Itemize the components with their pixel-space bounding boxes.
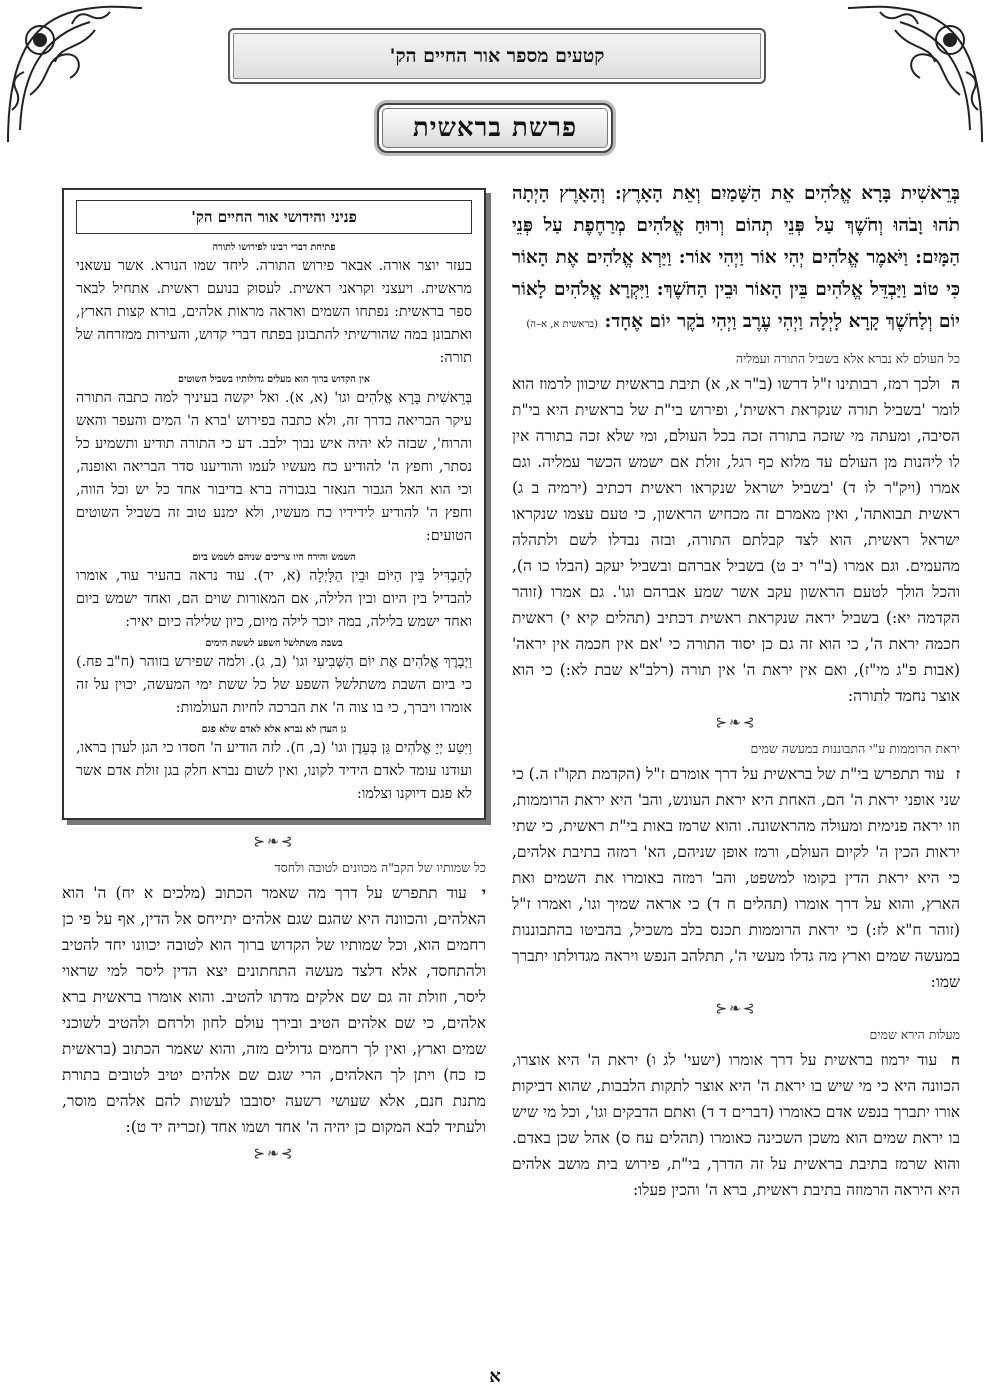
verse-source: (בראשית א, א–ה): [526, 319, 599, 330]
parasha-title-banner: [315, 92, 675, 164]
separator-ornament-icon: ⊱❧⊰: [253, 1146, 295, 1162]
top-banner: [228, 28, 766, 84]
paragraph-number: ח: [950, 1050, 960, 1069]
title-plate: [377, 103, 613, 153]
section-title: מעלות הירא שמים: [869, 1027, 960, 1042]
box-paragraph: בְּרֵאשִׁית בָּרָא אֱלֹהִים וגו' (א, א). ואל יקשה בעיניך למה כתבה התורה עיקר הבריאה בדרך זה, ולא כתבה בפירוש 'ברא ה' המים והעפר והאש והרוח', שבזה לא יהיה איש נבוך ילבב. דע כי התורה תודיע ותשמיע כל נסתר, וחפץ ה' להודיע כח מעשיו לעמו והודיענו סדר הבריאה ואופנה, וכי הוא האל הגבור הנאזר בגבורה ברא בדיבור אחד כל יש וכל הווה, וחפץ ה' להודיע לידידיו כח מעשיו, ולא ימנע טוב זה בשביל השוטים הטועים:: [76, 390, 472, 544]
paragraph-number: ז: [955, 764, 961, 783]
box-subtitle: השמש והירח היו צריכים שניהם לשמש ביום: [192, 552, 356, 563]
section-title: יראת הרוממות ע"י התבוננות במעשה שמים: [750, 741, 960, 756]
box-subtitle: בשבת משתלשל השפע לששת הימים: [205, 638, 343, 649]
corner-ornament-icon: [840, 0, 990, 150]
separator-ornament-icon: ⊱❧⊰: [715, 715, 757, 731]
insights-box: [62, 188, 486, 820]
top-banner-text: קטעים מספר אור החיים הק': [389, 44, 605, 67]
section-title: כל העולם לא נברא אלא בשביל התורה ועמליה: [735, 351, 960, 366]
box-subtitle: גן העדן לא נברא אלא לאדם שלא פגם: [201, 724, 347, 735]
box-paragraph: בעזר יוצר אורה. אבאר פירוש התורה. ליחד שמו הנורא. אשר עשאני מראשית. ויעצני וקראני ראשית. לעסוק בנועם ראשית. אתחיל לבאר ספר בראשית: נפתחו השמים ואראה מראות אלהים, בורא קצות הארץ, ואתבונן במה שהורשיתי להתבונן בפתח דברי קדוש, והעירות ממזרחה של תורה:: [76, 258, 472, 366]
verse-block: [512, 178, 960, 341]
box-paragraph: לְהַבְדִּיל בֵּין הַיּוֹם וּבֵין הַלָּיְלָה (א, יד). עוד נראה בהעיר עוד, אומרו להבדיל בין היום ובין הלילה, אם המאורות שוים הם, ואחד ישמש ביום ואחד ישמש בלילה, במה יוכר לילה מיום, כיון שלילה כיום יאיר:: [76, 568, 472, 630]
section-title: כל שמותיו של הקב"ה מכוונים לטובה ולחסד: [274, 860, 486, 875]
commentary-paragraph: [512, 761, 960, 995]
box-paragraph: וַיִּטַּע יְיָ אֱלֹהִים גַּן בְּעֵדֶן וגו' (ב, ח). לזה הודיע ה' חסדו כי הגן לעדן בראו, ועודנו עומד לאדם הידיד לקונו, ואין לשום נברא חלק בגן זולת אדם אשר לא פגם דיוקנו וצלמו:: [76, 740, 472, 802]
commentary-paragraph: [512, 1047, 960, 1203]
box-subtitle: אין הקדוש ברוך הוא מעלים גדולותיו בשביל השוטים: [178, 374, 370, 385]
page-number: א: [489, 1366, 501, 1387]
commentary-paragraph: [512, 371, 960, 709]
box-title: פניני והידושי אור החיים הק': [191, 208, 357, 226]
box-header: [76, 200, 472, 234]
paragraph-text: ולכך רמז, רבותינו ז"ל דרשו (ב"ר א, א) תיבת בראשית שיכוון לרמוז הוא לומר 'בשביל תורה שנקראת ראשית', ופירוש בי"ת של בראשית היא בי"ת הסיבה, ומעתה מי שזכה בתורה זכה בכל העולם, ומי שלא זכה בתורה אין לו ליהנות מן העולם עד מלוא כף רגל, זולת אם ישמש הכשר עמליה. וגם אמרו (ויק"ר לו ד) 'בשביל ישראל שנקראו ראשית דכתיב (ירמיה ב ג) ראשית תבואתה', ואין מאמרם זה מכחיש הראשון, כי טעם עצמו שנקראו ישראל ראשית, הוא לצד קבלתם התורה, ובזה נבדלו לשם ולתהלה מהעמים. וגם אמרו (ב"ר יב ט) בשביל אברהם ובשביל יעקב (הבלו כו ה), והכל הולך לטעם הראשון עקב אשר שמע אברהם וגו'. גם אמרו (זוהר הקדמה יא:) בשביל יראה שנקראת ראשית דכתיב (תהלים קיא י) ראשית חכמה יראת ה', כי הוא זה גם כן יסוד התורה כי 'אם אין חכמה אין יראה' (אבות פ"ג מי"ז), ואם אין יראת ה' אין תורה (רלב"א שבת לא:) כי הוא אוצר נחמד לתורה:: [512, 375, 960, 705]
box-paragraph: וַיְבָרֶךְ אֱלֹהִים אֶת יוֹם הַשְּׁבִיעִי וגו' (ב, ג). ולמה שפירש בזוהר (ח"ב פח.) כי ביום השבת משתלשל השפע של כל ששת ימי המעשה, יכוין על זה אומרו ויברך, כי בו צוה ה' את הברכה לחיות העולמות:: [76, 654, 472, 716]
right-column: [512, 178, 960, 1203]
paragraph-number: י: [481, 883, 486, 902]
verse-text: בְּרֵאשִׁית בָּרָא אֱלֹהִים אֵת הַשָּׁמַיִם וְאֵת הָאָרֶץ: וְהָאָרֶץ הָיְתָה תֹהוּ וָבֹהוּ וְחֹשֶׁךְ עַל פְּנֵי תְהוֹם וְרוּחַ אֱלֹהִים מְרַחֶפֶת עַל פְּנֵי הַמָּיִם: וַיֹּאמֶר אֱלֹהִים יְהִי אוֹר וַיְהִי אוֹר: וַיַּרְא אֱלֹהִים אֶת הָאוֹר כִּי טוֹב וַיַּבְדֵּל אֱלֹהִים בֵּין הָאוֹר וּבֵין הַחֹשֶׁךְ: וַיִּקְרָא אֱלֹהִים לָאוֹר יוֹם וְלַחֹשֶׁךְ קָרָא לָיְלָה וַיְהִי עֶרֶב וַיְהִי בֹקֶר יוֹם אֶחָד:: [512, 183, 960, 332]
separator-ornament-icon: ⊱❧⊰: [715, 1001, 757, 1017]
paragraph-text: עוד תתפרש על דרך מה שאמר הכתוב (מלכים א יח) ה' הוא האלהים, והכוונה היא שהגם שגם אלהים יתייחס אל הדין, אף על פי כן רחמים הוא, וכל שמותיו של הקדוש ברוך הוא לטובה יכוונו יחד להטיב ולהתחסד, אלא דלצד מעשה התחתונים יצא הדין ליסר למי שראוי ליסר, וזולת זה גם שם אלקים מדתו להטיב. והוא אומרו בראשית ברא אלהים, כי שם אלהים הטיב ובירך עולם לחון ולרחם ולהטיב לשוכני שמים וארץ, ואין לך רחמים גדולים מזה, והוא שאמר הכתוב (בראשית כז כח) ויתן לך האלהים, הרי שגם שם אלהים יטיב לטובים בתורת מתנת חנם, אלא שעושי רשעה יסובבו לעשות להם אלהים מוסר, ולעתיד לבא המקום כן יהיה ה' אחד ושמו אחד (זכריה יד ט):: [62, 884, 486, 1136]
paragraph-text: עוד ירמוז בראשית על דרך אומרו (ישעי' לג ו) יראת ה' היא אוצרו, הכוונה היא כי מי שיש בו יראת ה' היא אוצר לתקות הלבבות, שהוא דביקות אורו יתברך בנפש אדם כאומרו (דברים ד ד) ואתם הדבקים וגו', וכל מי שיש בו יראת שמים הוא משכן השכינה כאומרו (תהלים עח ס) אהל שכן באדם. והוא שרמז בתיבת בראשית על זה הדרך, בי"ת, פירוש בית מושב אלהים היא היראה הרמוזה בתיבת ראשית, ברא ה' והכין פעלו:: [512, 1051, 960, 1199]
corner-ornament-icon: [0, 0, 150, 150]
parasha-title: פרשת בראשית: [412, 113, 578, 143]
left-column: [62, 188, 486, 1170]
box-subtitle: פתיחת דברי רבינו לפירושו לתורה: [212, 242, 336, 253]
separator-ornament-icon: ⊱❧⊰: [253, 834, 295, 850]
paragraph-text: עוד תתפרש בי"ת של בראשית על דרך אומרם ז"ל (הקדמת תקו"ז ה.) כי שני אופני יראת ה' הם, האחת היא יראת העונש, והב' היא יראת הרוממות, וזו יראה פנימית ומעולה מהראשונה. והוא שרמז באות בי"ת ראשית, כי שתי יראות הכין ה' לקיום העולם, ורמז אופן שניהם, הא' רמזה בתיבת אלהים, כי היא יראת הדין בקומו למשפט, והב' רמזה באומרו את השמים ואת הארץ, והוא על דרך אומרו (תהלים ח ד) כי אראה שמיך וגו', ואמרו ז"ל (זוהר ח"א לז:) כי יראת הרוממות תכנס בלב משכיל, בהביטו בהתבוננות במעשה שמים וארץ מה גדלו מעשי ה', תתלהב הנפש ויראה מגדולתו יתברך שמו:: [512, 765, 960, 991]
commentary-paragraph: [62, 880, 486, 1140]
paragraph-number: ה: [951, 374, 960, 393]
